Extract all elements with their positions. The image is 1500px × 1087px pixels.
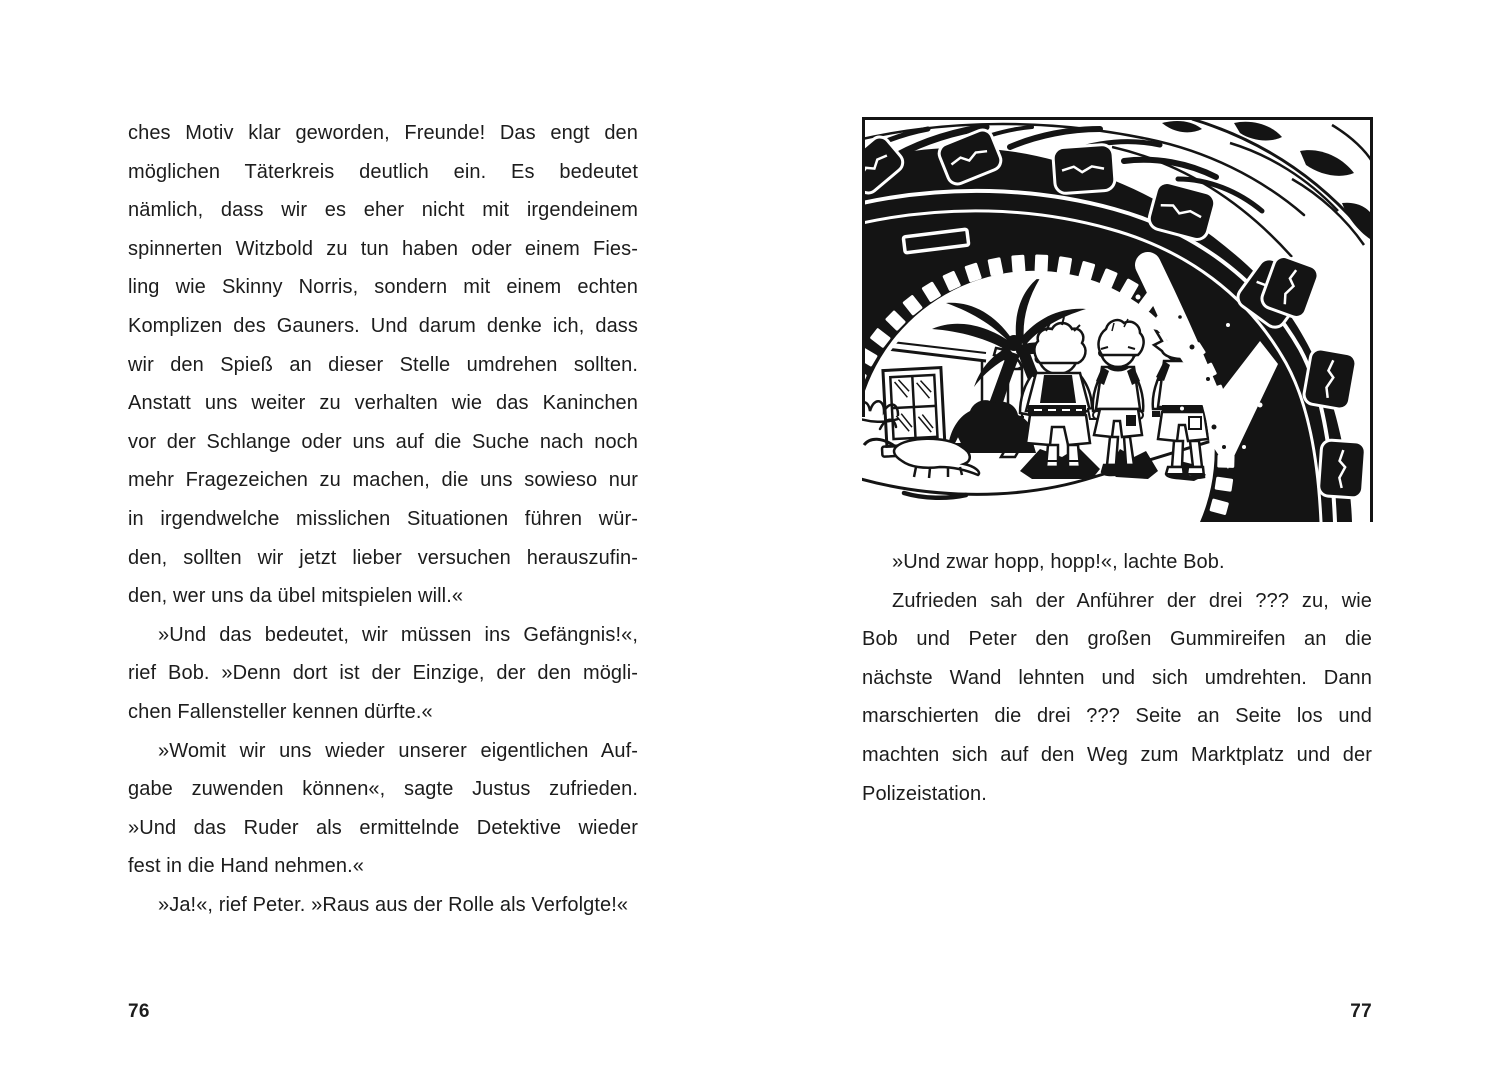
left-page-text — [128, 114, 638, 924]
text-line: »Ja!«, rief Peter. »Raus aus der Rolle als Verfolgte!« — [158, 893, 629, 916]
text-line: ling wie Skinny Norris, sondern mit einem echten — [128, 276, 638, 299]
text-line: machten sich auf den Weg zum Marktplatz und der — [862, 743, 1372, 766]
text-line: »Und das bedeutet, wir müssen ins Gefängnis!«, — [158, 623, 638, 646]
text-line: »Und das Ruder als ermittelnde Detektive wieder — [128, 816, 638, 839]
text-line: chen Fallensteller kennen dürfte.« — [128, 700, 433, 723]
text-line: nächste Wand lehnten und sich umdrehten. Dann — [862, 666, 1372, 689]
text-line: ches Motiv klar geworden, Freunde! Das engt den — [128, 122, 638, 144]
text-line: »Und zwar hopp, hopp!«, lachte Bob. — [892, 551, 1225, 573]
tire-illustration — [862, 117, 1373, 527]
text-line: den, wer uns da übel mitspielen will.« — [128, 585, 464, 608]
text-line: mehr Fragezeichen zu machen, die uns sowieso nur — [128, 469, 638, 492]
text-line: Anstatt uns weiter zu verhalten wie das Kaninchen — [128, 392, 638, 415]
text-line: Polizeistation. — [862, 782, 987, 805]
text-line: marschierten die drei ??? Seite an Seite los und — [862, 705, 1372, 728]
text-line: den, sollten wir jetzt lieber versuchen herauszufin- — [128, 546, 638, 569]
right-page-text — [862, 543, 1372, 813]
page-number-left: 76 — [128, 1001, 150, 1022]
text-line: gabe zuwenden können«, sagte Justus zufrieden. — [128, 778, 638, 801]
text-line: Zufrieden sah der Anführer der drei ??? zu, wie — [892, 589, 1372, 612]
text-line: rief Bob. »Denn dort ist der Einzige, der den mögli- — [128, 662, 638, 685]
text-line: spinnerten Witzbold zu tun haben oder einem Fies- — [128, 237, 638, 260]
text-line: fest in die Hand nehmen.« — [128, 855, 364, 878]
text-line: in irgendwelche misslichen Situationen führen wür- — [128, 507, 638, 530]
text-line: Bob und Peter den großen Gummireifen an die — [862, 628, 1372, 651]
text-line: »Womit wir uns wieder unserer eigentlichen Auf- — [158, 739, 638, 762]
text-line: wir den Spieß an dieser Stelle umdrehen sollten. — [128, 353, 638, 376]
text-line: nämlich, dass wir es eher nicht mit irgendeinem — [128, 199, 638, 222]
text-line: Komplizen des Gauners. Und darum denke ich, dass — [128, 314, 638, 337]
text-line: möglichen Täterkreis deutlich ein. Es bedeutet — [128, 160, 638, 183]
text-line: vor der Schlange oder uns auf die Suche nach noch — [128, 430, 638, 453]
page-number-right: 77 — [1350, 1001, 1372, 1022]
